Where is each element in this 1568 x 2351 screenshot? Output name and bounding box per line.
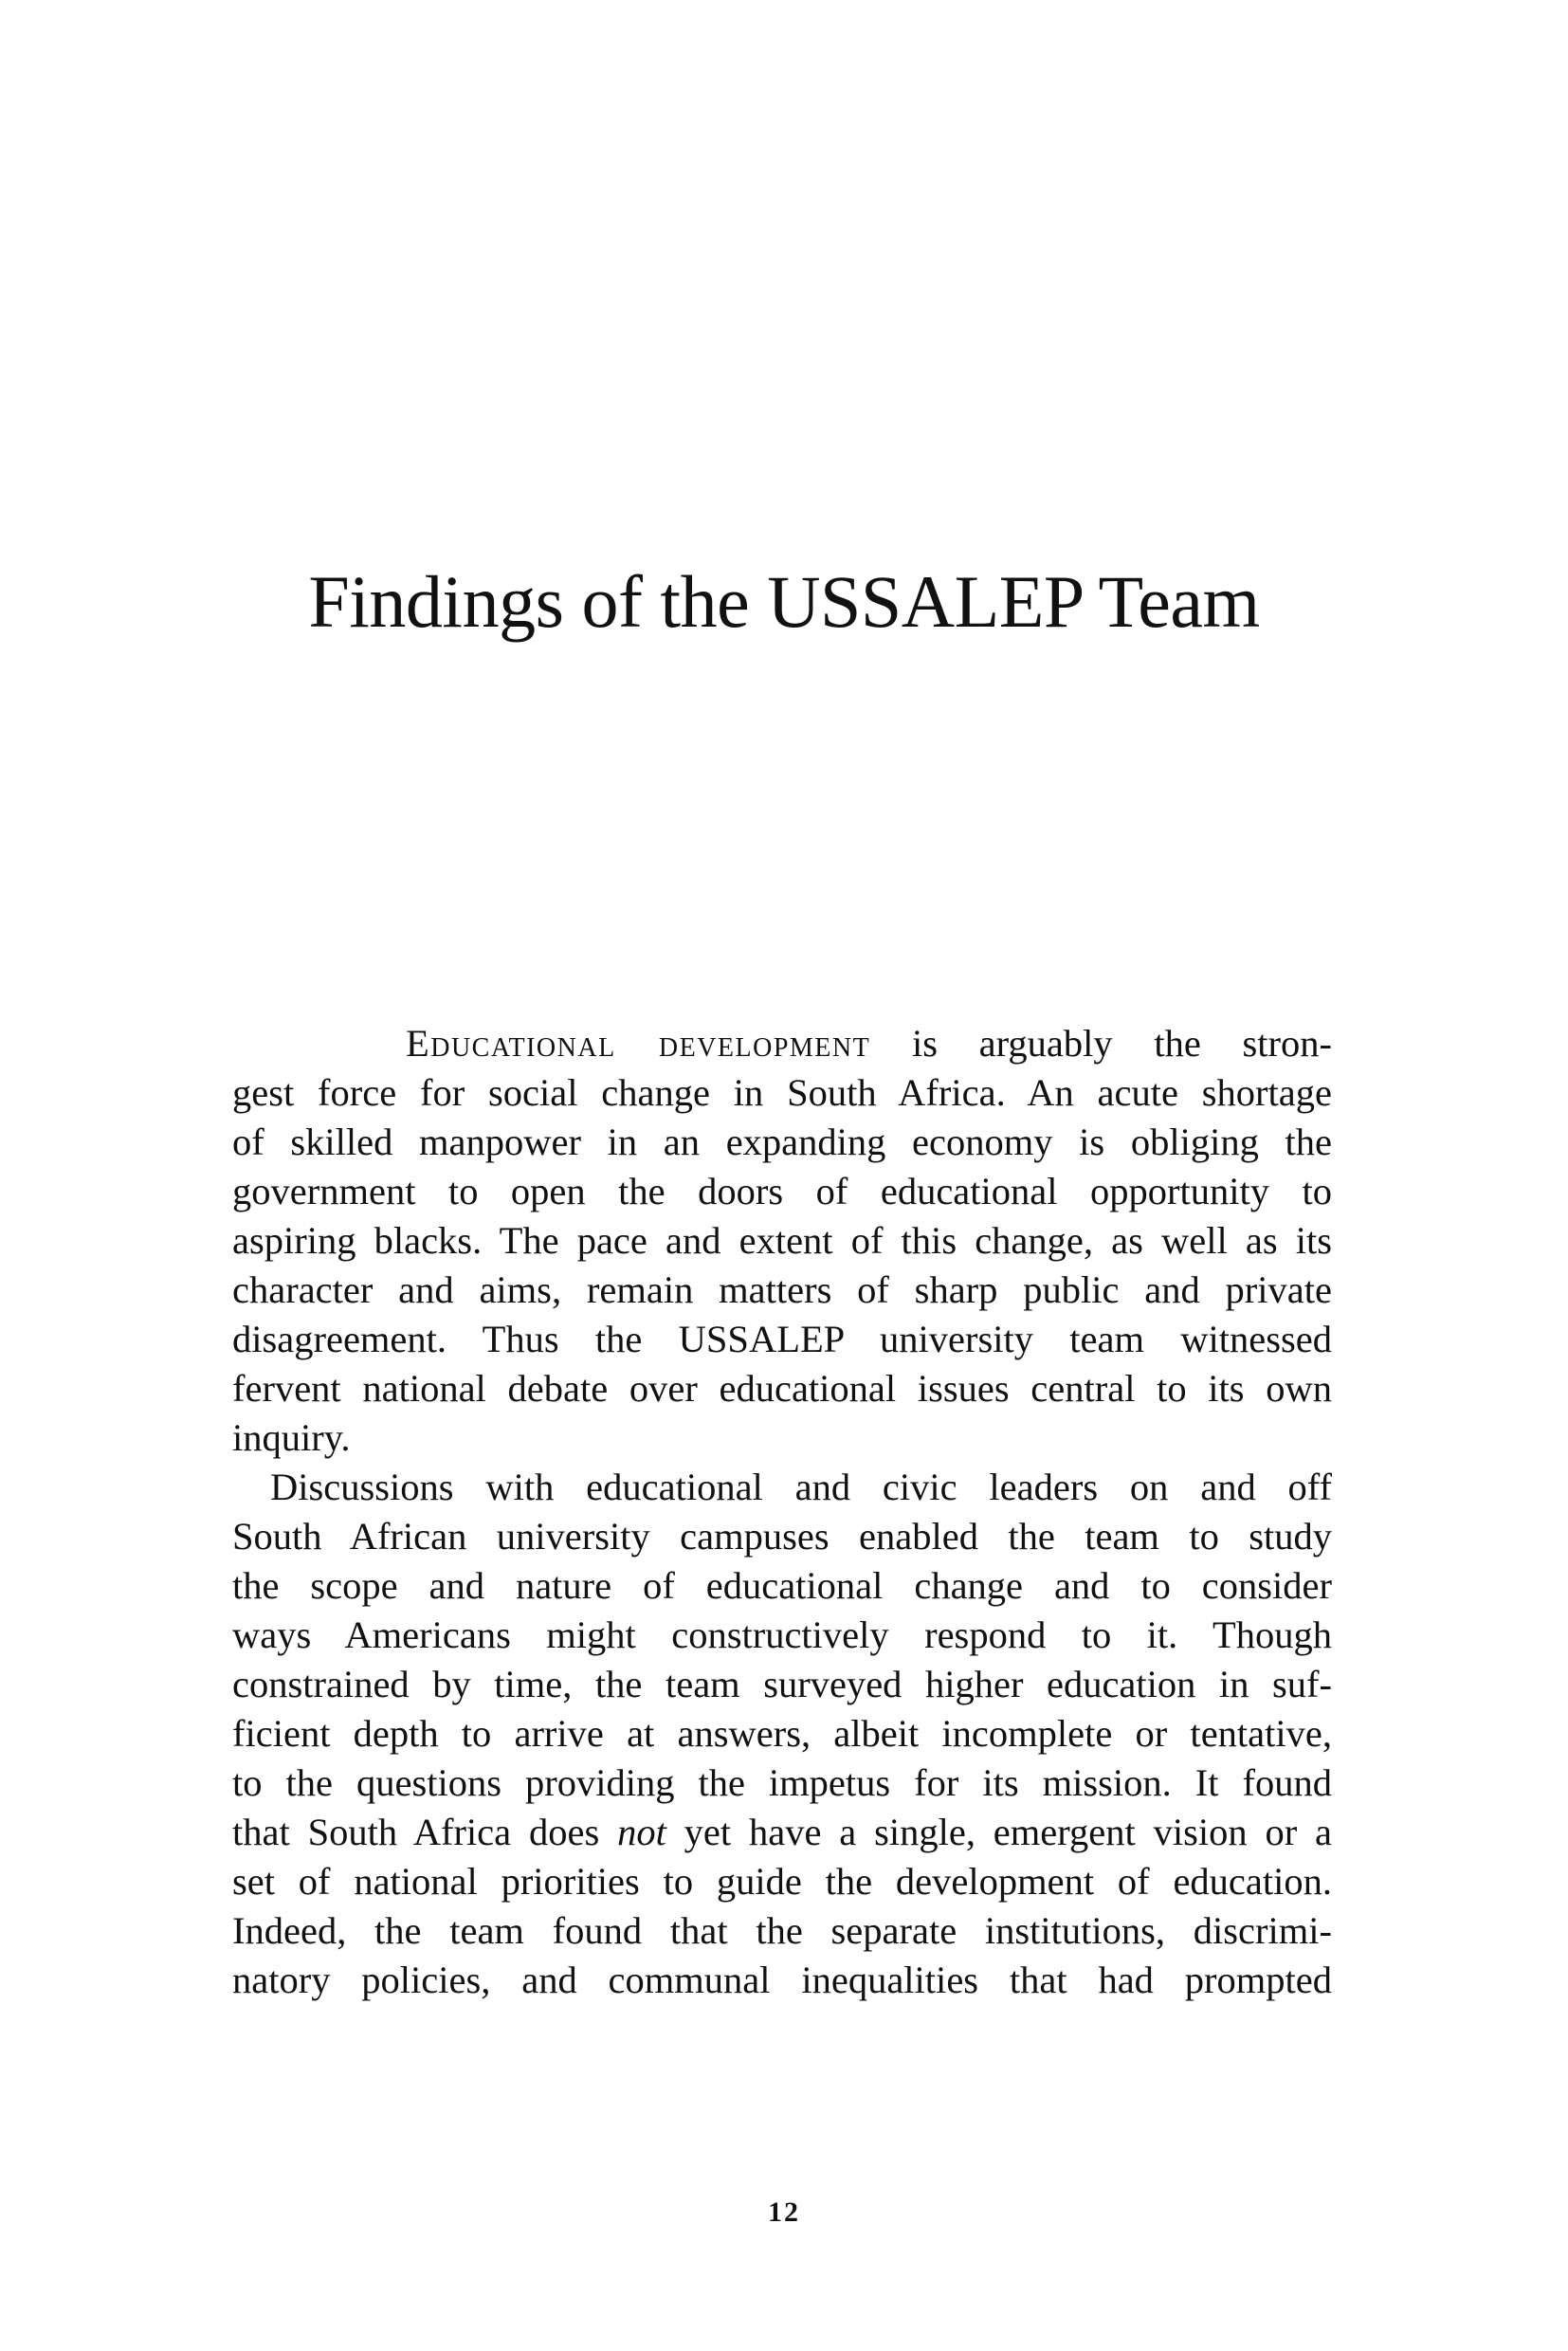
paragraph-line: Discussions with educational and civic leaders on and off — [270, 1466, 1332, 1508]
paragraph-1 — [232, 1019, 1332, 1463]
lead-in-small-caps: Educational development — [406, 1022, 871, 1065]
paragraph-line: disagreement. Thus the USSALEP university team witnessed — [232, 1318, 1332, 1360]
paragraph-line: ficient depth to arrive at answers, albeit incomplete or tentative, — [232, 1712, 1332, 1755]
paragraph-line: the scope and nature of educational change and to consider — [232, 1564, 1332, 1607]
paragraph-line: government to open the doors of educational opportunity to — [232, 1170, 1332, 1212]
emphasis-word: not — [617, 1811, 666, 1853]
page-number: 12 — [768, 2196, 800, 2228]
paragraph-line: natory policies, and communal inequalities that had prompted — [232, 1959, 1332, 2001]
line-text: is arguably the stron- — [870, 1022, 1332, 1065]
paragraph-line: of skilled manpower in an expanding economy is obliging the — [232, 1121, 1332, 1163]
paragraph-line: constrained by time, the team surveyed higher education in suf- — [232, 1663, 1332, 1705]
paragraph-line: inquiry. — [232, 1416, 351, 1459]
paragraph-line: South African university campuses enabled the team to study — [232, 1515, 1332, 1558]
body-text — [232, 1019, 1332, 2005]
paragraph-line: set of national priorities to guide the development of education. — [232, 1860, 1332, 1903]
line-text: that South Africa does — [232, 1811, 618, 1853]
paragraph-2 — [232, 1463, 1332, 2005]
paragraph-line: gest force for social change in South Africa. An acute shortage — [232, 1071, 1332, 1114]
paragraph-line: to the questions providing the impetus for its mission. It found — [232, 1761, 1332, 1804]
paragraph-line: character and aims, remain matters of sharp public and private — [232, 1268, 1332, 1311]
chapter-title: Findings of the USSALEP Team — [308, 560, 1260, 643]
paragraph-line: ways Americans might constructively respond to it. Though — [232, 1613, 1332, 1656]
line-text: yet have a single, emergent vision or a — [665, 1811, 1333, 1853]
paragraph-line: fervent national debate over educational issues central to its own — [232, 1367, 1332, 1410]
paragraph-line — [232, 1808, 1332, 1857]
paragraph-line: Indeed, the team found that the separate institutions, discrimi- — [232, 1909, 1332, 1952]
paragraph-line: aspiring blacks. The pace and extent of this change, as well as its — [232, 1219, 1332, 1262]
paragraph-line — [232, 1019, 1332, 1068]
